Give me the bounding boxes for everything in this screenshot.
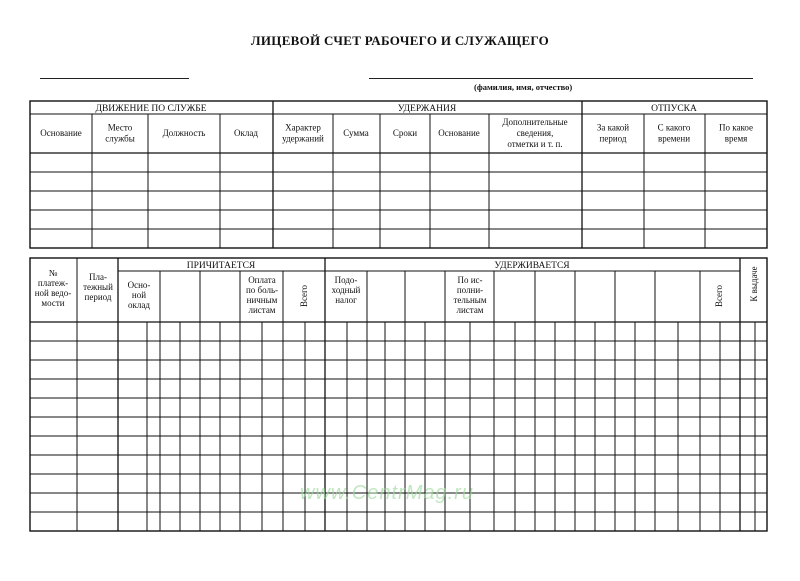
group-deductions: УДЕРЖАНИЯ xyxy=(397,104,457,114)
col-basis-2: Основание xyxy=(438,128,480,138)
col-writs-of-execution: По ис-полни-тельным листам xyxy=(453,275,487,315)
col-deduction-type: Характер удержаний xyxy=(282,122,324,144)
group-withheld: УДЕРЖИВАЕТСЯ xyxy=(494,261,570,271)
col-basic-salary: Осно-ной оклад xyxy=(127,280,151,310)
col-statement-number: № платеж-ной ведо-мости xyxy=(34,268,72,308)
col-income-tax: Подо-ходный налог xyxy=(331,275,361,305)
col-total-withheld: Всего xyxy=(714,284,724,308)
col-from: С какого времени xyxy=(657,122,691,144)
col-basis: Основание xyxy=(40,128,82,138)
col-sick-pay: Оплата по боль-ничным листам xyxy=(245,275,279,315)
col-terms: Сроки xyxy=(392,128,418,138)
col-pay-period: Пла-тежный период xyxy=(83,272,113,302)
col-total-accrued: Всего xyxy=(299,284,309,308)
col-salary: Оклад xyxy=(234,128,258,138)
group-accrued: ПРИЧИТАЕТСЯ xyxy=(186,261,256,271)
name-caption: (фамилия, имя, отчество) xyxy=(474,82,573,92)
watermark: www.CentrMag.ru xyxy=(300,482,474,504)
col-additional-info: Дополнительные сведения, отметки и т. п. xyxy=(502,117,568,149)
group-vacations: ОТПУСКА xyxy=(651,104,697,114)
service-movement-table xyxy=(30,101,767,248)
col-position: Должность xyxy=(162,128,206,138)
col-period: За какой период xyxy=(596,122,630,144)
group-service-movement: ДВИЖЕНИЕ ПО СЛУЖБЕ xyxy=(95,104,207,114)
table1-border xyxy=(30,101,767,248)
col-to-pay: К выдаче xyxy=(749,266,759,302)
col-until: По какое время xyxy=(718,122,754,144)
col-amount: Сумма xyxy=(343,128,369,138)
col-place-of-service: Место службы xyxy=(105,122,135,144)
page-title: ЛИЦЕВОЙ СЧЕТ РАБОЧЕГО И СЛУЖАЩЕГО xyxy=(250,33,550,48)
